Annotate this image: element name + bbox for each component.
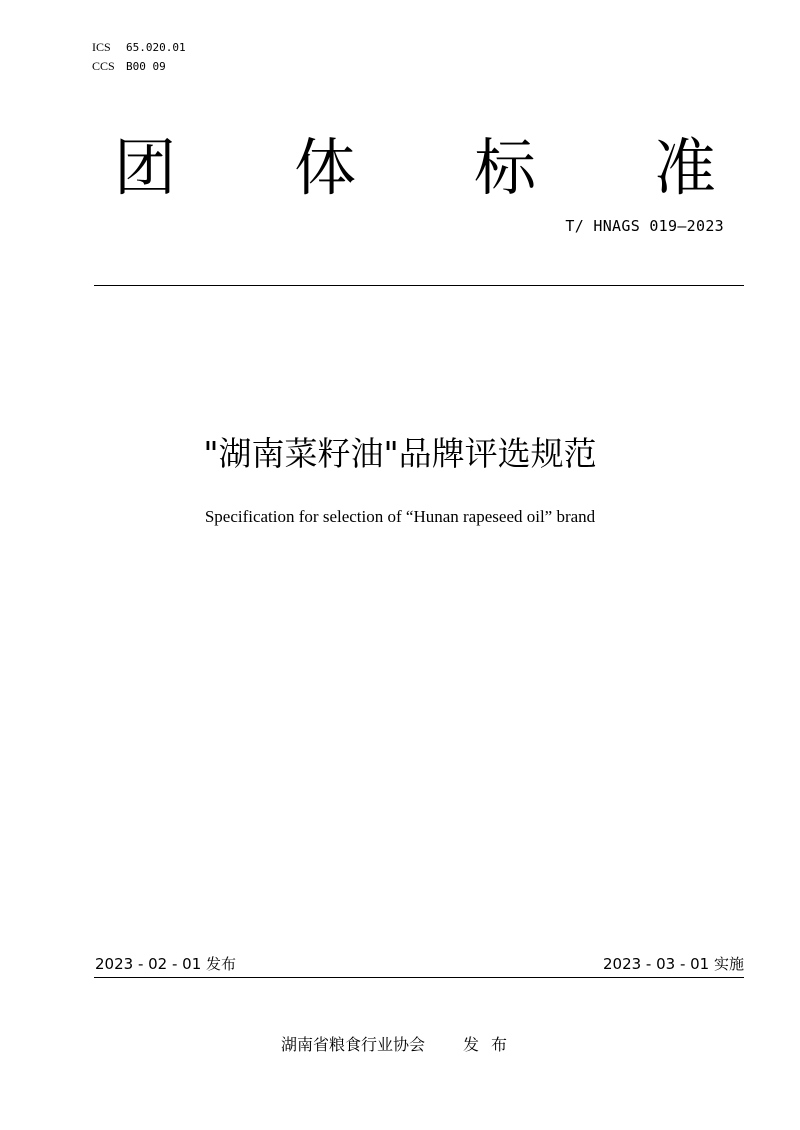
doc-type-char-4: 准 [653, 131, 716, 204]
publisher-action: 发布 [463, 1035, 520, 1054]
ics-row [92, 38, 186, 57]
classification-codes [92, 38, 186, 76]
ccs-row [92, 57, 186, 76]
ics-code: 65.020.01 [126, 41, 186, 54]
footer-divider [94, 977, 744, 978]
document-type-heading [100, 128, 730, 208]
header-divider [94, 285, 744, 286]
implementation-date: 2023 - 03 - 01 实施 [602, 955, 744, 973]
standard-number: T/ HNAGS 019—2023 [565, 217, 724, 235]
publisher-name: 湖南省粮食行业协会 [280, 1035, 425, 1054]
doc-type-char-1: 团 [113, 131, 176, 204]
ics-label: ICS [92, 40, 111, 54]
doc-type-char-3: 标 [473, 131, 536, 204]
title-chinese: "湖南菜籽油"品牌评选规范 [203, 434, 597, 473]
doc-type-char-2: 体 [293, 131, 356, 204]
ccs-code: B00 09 [126, 60, 166, 73]
publisher-line [0, 1032, 800, 1055]
issue-date: 2023 - 02 - 01 发布 [95, 955, 237, 973]
title-english: Specification for selection of “Hunan rapeseed oil” brand [204, 507, 596, 526]
ccs-label: CCS [92, 59, 115, 73]
